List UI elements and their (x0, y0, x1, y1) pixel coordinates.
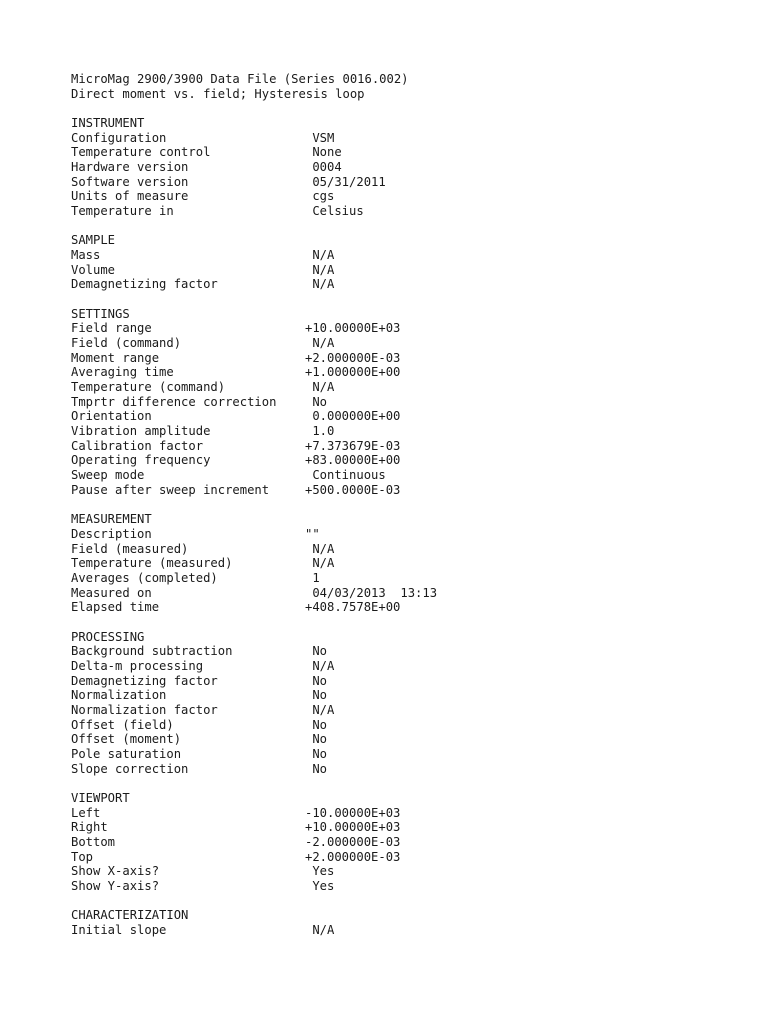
field-label: Software version (71, 174, 189, 189)
field-label: Show X-axis? (71, 864, 160, 879)
field-label: Temperature (command) (71, 380, 226, 395)
field-label: Field (command) (71, 336, 182, 351)
document-subtitle: Direct moment vs. field; Hysteresis loop (71, 86, 365, 101)
section-instrument (71, 116, 731, 219)
field-label: Tmprtr difference correction (71, 394, 277, 409)
field-value: No (305, 732, 328, 747)
data-file-document (71, 72, 731, 938)
field-label: Mass (71, 248, 101, 263)
field-label: Normalization factor (71, 702, 218, 717)
field-value: 1.0 (305, 424, 335, 439)
field-label: Demagnetizing factor (71, 673, 218, 688)
section-characterization (71, 908, 731, 937)
field-value: No (305, 644, 328, 659)
field-row (71, 321, 731, 336)
field-label: Sweep mode (71, 468, 145, 483)
field-row (71, 703, 731, 718)
field-row (71, 160, 731, 175)
field-value: -10.00000E+03 (305, 805, 401, 820)
field-row (71, 923, 731, 938)
document-title: MicroMag 2900/3900 Data File (Series 0016.002) (71, 72, 409, 86)
field-value: N/A (305, 541, 335, 556)
field-value: +7.373679E-03 (305, 438, 401, 453)
sections-container (71, 116, 731, 938)
field-row (71, 542, 731, 557)
field-row (71, 864, 731, 879)
field-value: No (305, 761, 328, 776)
field-value: Celsius (305, 204, 364, 219)
field-value: 05/31/2011 (305, 174, 386, 189)
section-sample (71, 233, 731, 292)
field-value: No (305, 688, 328, 703)
field-label: Calibration factor (71, 438, 204, 453)
section-settings (71, 307, 731, 498)
field-row (71, 351, 731, 366)
field-value: N/A (305, 248, 335, 263)
field-value: Yes (305, 878, 335, 893)
field-value: N/A (305, 380, 335, 395)
field-label: Field range (71, 321, 152, 336)
field-value: +83.00000E+00 (305, 453, 401, 468)
section-heading: SETTINGS (71, 306, 130, 321)
field-row (71, 556, 731, 571)
field-value: No (305, 394, 328, 409)
field-label: Temperature in (71, 204, 174, 219)
field-label: Field (measured) (71, 541, 189, 556)
field-row (71, 644, 731, 659)
field-label: Normalization (71, 688, 167, 703)
field-row (71, 527, 731, 542)
field-label: Orientation (71, 409, 152, 424)
field-value: N/A (305, 277, 335, 292)
field-row (71, 263, 731, 278)
field-row (71, 747, 731, 762)
field-row (71, 600, 731, 615)
field-label: Demagnetizing factor (71, 277, 218, 292)
field-row (71, 424, 731, 439)
field-label: Initial slope (71, 922, 167, 937)
field-value: VSM (305, 130, 335, 145)
field-label: Offset (moment) (71, 732, 182, 747)
field-row (71, 439, 731, 454)
field-row (71, 674, 731, 689)
field-row (71, 762, 731, 777)
field-label: Left (71, 805, 101, 820)
field-row (71, 718, 731, 733)
field-row (71, 659, 731, 674)
field-value: N/A (305, 702, 335, 717)
field-label: Slope correction (71, 761, 189, 776)
field-value: +2.000000E-03 (305, 350, 401, 365)
field-value: Yes (305, 864, 335, 879)
section-heading: MEASUREMENT (71, 512, 152, 527)
field-row (71, 732, 731, 747)
field-label: Hardware version (71, 160, 189, 175)
field-label: Units of measure (71, 189, 189, 204)
field-label: Operating frequency (71, 453, 211, 468)
field-label: Vibration amplitude (71, 424, 211, 439)
field-label: Pause after sweep increment (71, 482, 270, 497)
field-row (71, 336, 731, 351)
section-heading: PROCESSING (71, 629, 145, 644)
field-row (71, 277, 731, 292)
field-row (71, 175, 731, 190)
field-row (71, 468, 731, 483)
field-label: Temperature control (71, 145, 211, 160)
field-label: Right (71, 820, 108, 835)
section-heading: SAMPLE (71, 233, 116, 248)
field-row (71, 189, 731, 204)
field-label: Averages (completed) (71, 570, 218, 585)
field-value: N/A (305, 922, 335, 937)
field-value: None (305, 145, 342, 160)
section-heading: INSTRUMENT (71, 116, 145, 131)
field-value: 1 (305, 570, 320, 585)
field-label: Top (71, 849, 94, 864)
field-value: N/A (305, 658, 335, 673)
field-value: Continuous (305, 468, 386, 483)
field-row (71, 571, 731, 586)
field-row (71, 204, 731, 219)
field-row (71, 835, 731, 850)
field-value: No (305, 746, 328, 761)
field-value: 0.000000E+00 (305, 409, 401, 424)
field-row (71, 365, 731, 380)
section-measurement (71, 512, 731, 615)
field-value: N/A (305, 262, 335, 277)
field-row (71, 380, 731, 395)
field-label: Configuration (71, 130, 167, 145)
section-viewport (71, 791, 731, 894)
field-row (71, 395, 731, 410)
field-value: No (305, 717, 328, 732)
section-processing (71, 630, 731, 777)
field-row (71, 879, 731, 894)
field-value: +1.000000E+00 (305, 365, 401, 380)
field-row (71, 483, 731, 498)
field-value: No (305, 673, 328, 688)
field-value: +2.000000E-03 (305, 849, 401, 864)
field-row (71, 806, 731, 821)
field-label: Pole saturation (71, 746, 182, 761)
field-row (71, 820, 731, 835)
field-row (71, 688, 731, 703)
field-label: Delta-m processing (71, 658, 204, 673)
field-value: +10.00000E+03 (305, 321, 401, 336)
field-value: "" (305, 526, 320, 541)
field-value: 0004 (305, 160, 342, 175)
field-label: Bottom (71, 834, 116, 849)
field-row (71, 145, 731, 160)
field-row (71, 131, 731, 146)
field-row (71, 453, 731, 468)
section-heading: CHARACTERIZATION (71, 908, 189, 923)
field-label: Background subtraction (71, 644, 233, 659)
field-value: -2.000000E-03 (305, 834, 401, 849)
field-label: Averaging time (71, 365, 174, 380)
field-label: Volume (71, 262, 116, 277)
field-label: Elapsed time (71, 600, 160, 615)
field-label: Moment range (71, 350, 160, 365)
field-value: cgs (305, 189, 335, 204)
field-row (71, 409, 731, 424)
field-value: +408.7578E+00 (305, 600, 401, 615)
section-heading: VIEWPORT (71, 790, 130, 805)
field-label: Description (71, 526, 152, 541)
field-label: Offset (field) (71, 717, 174, 732)
field-label: Show Y-axis? (71, 878, 160, 893)
field-row (71, 850, 731, 865)
field-label: Temperature (measured) (71, 556, 233, 571)
field-value: N/A (305, 556, 335, 571)
field-value: +10.00000E+03 (305, 820, 401, 835)
field-label: Measured on (71, 585, 152, 600)
field-value: 04/03/2013 13:13 (305, 585, 438, 600)
field-value: +500.0000E-03 (305, 482, 401, 497)
field-value: N/A (305, 336, 335, 351)
field-row (71, 586, 731, 601)
field-row (71, 248, 731, 263)
